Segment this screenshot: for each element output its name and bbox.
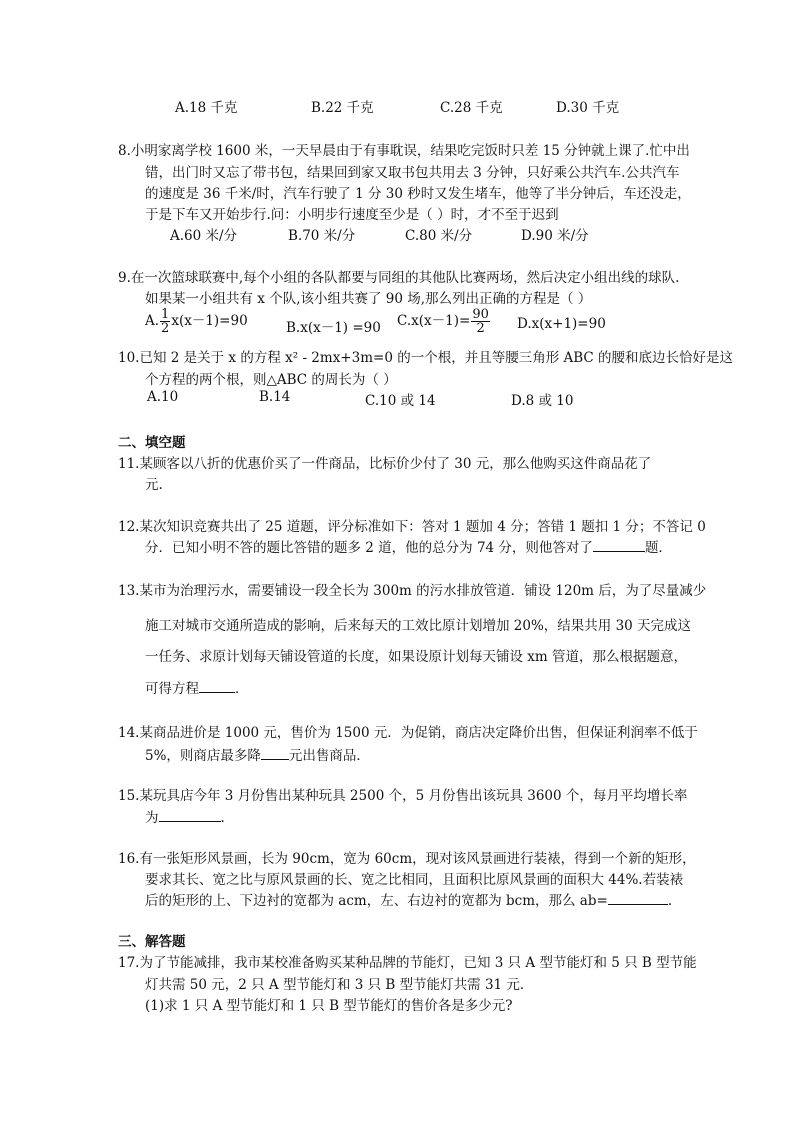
q12-line-2-end: 题．	[644, 540, 672, 556]
q7-option-a: A.18 千克	[175, 100, 238, 116]
q8-option-a: A.60 米/分	[170, 228, 238, 244]
q16-line-3-end: .	[667, 893, 673, 909]
q8-line-3: 的速度是 36 千米/时，汽车行驶了 1 分 30 秒时又发生堵车，他等了半分钟后，车还没走，	[145, 186, 691, 202]
q9-option-c-fraction	[471, 308, 490, 335]
q12-line-2-text: 分．已知小明不答的题比答错的题多 2 道，他的总分为 74 分，则他答对了	[145, 540, 593, 556]
q16-line-2: 要求其长、宽之比与原风景画的长、宽之比相同，且面积比原风景画的面积大 44%.若装裱	[145, 872, 684, 888]
q13-line-4-text: 可得方程	[145, 681, 199, 697]
q13-line-4	[145, 677, 249, 697]
section-heading-solutions: 三、解答题	[118, 934, 186, 950]
q16-line-1: 16.有一张矩形风景画，长为 90cm，宽为 60cm，现对该风景画进行装裱，得到一个新的矩形，	[118, 851, 696, 867]
q9-option-c-prefix: C.x(x－1)=	[397, 313, 471, 329]
q9-option-a-suffix: x(x－1)=90	[171, 313, 248, 329]
q12-line-1: 12.某次知识竞赛共出了 25 道题，评分标准如下：答对 1 题加 4 分；答错 1 题扣 1 分；不答记 0	[118, 519, 706, 535]
q8-line-1: 8.小明家离学校 1600 米，一天早晨由于有事耽误，结果吃完饭时只差 15 分钟就上课了.忙中出	[118, 143, 690, 159]
q9-option-d: D.x(x+1)=90	[517, 316, 606, 332]
q13-line-4-end: ．	[235, 681, 249, 697]
q9-option-b: B.x(x－1) =90	[286, 320, 381, 336]
q14-answer-blank[interactable]	[261, 747, 289, 760]
q10-option-d: D.8 或 10	[511, 393, 574, 409]
q9-option-c-numerator: 90	[472, 307, 489, 322]
q14-line-2	[145, 744, 370, 764]
q13-line-3: 一任务、求原计划每天铺设管道的长度，如果设原计划每天铺设 xm 管道，那么根据题意，	[145, 649, 687, 665]
q16-answer-blank[interactable]	[608, 892, 668, 905]
q11-line-2: 元.	[145, 477, 163, 493]
q13-answer-blank[interactable]	[199, 680, 235, 693]
q10-option-c: C.10 或 14	[365, 393, 436, 409]
q10-line-1: 10.已知 2 是关于 x 的方程 x² - 2mx+3m=0 的一个根，并且等腰三角形 ABC 的腰和底边长恰好是这	[118, 350, 734, 366]
q9-line-2: 如果某一小组共有 x 个队,该小组共赛了 90 场,那么列出正确的方程是（ ）	[145, 291, 592, 307]
q8-line-2: 错，出门时又忘了带书包，结果回到家又取书包共用去 3 分钟，只好乘公共汽车.公共汽车	[145, 165, 680, 181]
q10-option-a: A.10	[147, 389, 179, 405]
q16-line-3-text: 后的矩形的上、下边衬的宽都为 acm，左、右边衬的宽都为 bcm，那么 ab=	[145, 893, 608, 909]
q8-option-d: D.90 米/分	[521, 228, 589, 244]
q9-option-a-numerator: 1	[161, 307, 170, 322]
q16-line-3	[145, 889, 672, 909]
q7-option-d: D.30 千克	[556, 100, 620, 116]
q15-line-2-text: 为	[145, 810, 159, 826]
q12-line-2	[145, 536, 672, 556]
q10-line-2: 个方程的两个根，则△ABC 的周长为（ ）	[145, 372, 397, 388]
q9-line-1: 9.在一次篮球联赛中,每个小组的各队都要与同组的其他队比赛两场，然后决定小组出线的球队.	[118, 270, 680, 286]
q14-line-2-end: 元出售商品．	[288, 748, 370, 764]
q10-option-b: B.14	[259, 389, 291, 405]
q11-line-1: 11.某顾客以八折的优惠价买了一件商品，比标价少付了 30 元，那么他购买这件商品花了	[118, 456, 652, 472]
q12-answer-blank[interactable]	[593, 539, 645, 552]
q15-line-2	[145, 806, 225, 826]
q17-line-1: 17.为了节能减排，我市某校准备购买某种品牌的节能灯，已知 3 只 A 型节能灯和 5 只 B 型节能	[118, 955, 697, 971]
q9-option-c	[397, 308, 491, 335]
q14-line-2-text: 5%，则商店最多降	[145, 748, 261, 764]
q8-option-b: B.70 米/分	[288, 228, 356, 244]
q9-option-c-denominator: 2	[476, 321, 485, 336]
q8-option-c: C.80 米/分	[405, 228, 473, 244]
q13-line-1: 13.某市为治理污水，需要铺设一段全长为 300m 的污水排放管道．铺设 120m 后，为了尽量减少	[118, 583, 707, 599]
q15-line-2-end: .	[220, 810, 225, 826]
q15-line-1: 15.某玩具店今年 3 月份售出某种玩具 2500 个，5 月份售出该玩具 3600 个，每月平均增长率	[118, 788, 688, 804]
q14-line-1: 14.某商品进价是 1000 元，售价为 1500 元．为促销，商店决定降价出售，但保证利润率不低于	[118, 725, 698, 741]
q17-line-3: (1)求 1 只 A 型节能灯和 1 只 B 型节能灯的售价各是多少元?	[145, 998, 513, 1014]
q9-option-a-fraction	[160, 308, 170, 335]
q7-option-b: B.22 千克	[311, 100, 374, 116]
q15-answer-blank[interactable]	[159, 809, 221, 822]
q7-option-c: C.28 千克	[440, 100, 503, 116]
q9-option-a	[145, 308, 248, 335]
q13-line-2: 施工对城市交通所造成的影响，后来每天的工效比原计划增加 20%，结果共用 30 天完成这	[145, 618, 692, 634]
q8-line-4: 于是下车又开始步行.问：小明步行速度至少是（ ）时，才不至于迟到	[145, 207, 559, 223]
q9-option-a-prefix: A.	[145, 313, 160, 329]
section-heading-fill-in: 二、填空题	[118, 435, 186, 451]
q9-option-a-denominator: 2	[161, 321, 170, 336]
q17-line-2: 灯共需 50 元，2 只 A 型节能灯和 3 只 B 型节能灯共需 31 元．	[145, 977, 534, 993]
